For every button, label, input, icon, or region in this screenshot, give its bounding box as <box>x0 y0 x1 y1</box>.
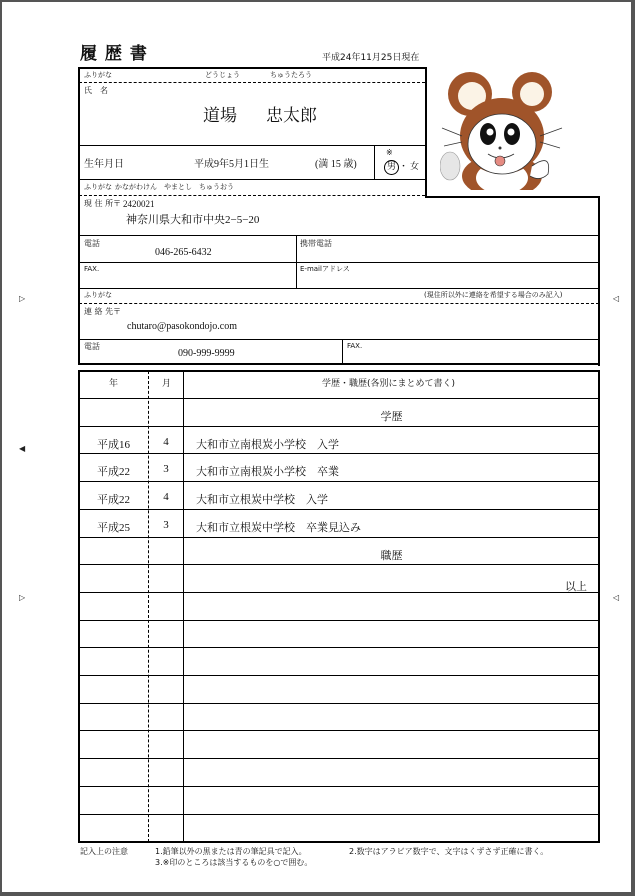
history-description-cell[interactable]: 大和市立南根炭小学校 卒業 <box>196 466 339 478</box>
note-item: 3.※印のところは該当するものを○で囲む。 <box>155 858 313 867</box>
contact-phone-value[interactable]: 090-999-9999 <box>178 348 235 359</box>
name-furigana-family: どうじょう <box>205 71 240 79</box>
history-row-divider <box>79 426 599 427</box>
history-description-cell[interactable]: 大和市立根炭中学校 入学 <box>196 494 328 506</box>
personal-border-right <box>425 67 427 197</box>
history-row-divider <box>79 453 599 454</box>
contact-fax-label: FAX. <box>347 342 363 350</box>
history-row-divider <box>79 509 599 510</box>
history-year-cell[interactable]: 平成25 <box>97 522 130 534</box>
family-name: 道場 <box>203 106 237 125</box>
age: (満 15 歳) <box>315 159 357 170</box>
history-row-divider <box>79 398 599 399</box>
name-label: 氏 名 <box>84 86 108 95</box>
page-frame-left <box>0 0 2 896</box>
history-month-cell[interactable]: 4 <box>163 491 169 503</box>
history-row-divider <box>79 537 599 538</box>
notes-label: 記入上の注意 <box>80 847 128 856</box>
contact-phone-label: 電話 <box>84 342 100 351</box>
history-row-divider <box>79 786 599 787</box>
history-description-cell[interactable]: 大和市立南根炭小学校 入学 <box>196 439 339 451</box>
history-year-cell[interactable]: 平成22 <box>97 466 130 478</box>
personal-border-top <box>78 67 427 69</box>
history-year-cell[interactable]: 平成16 <box>97 439 130 451</box>
gender-selector[interactable] <box>384 159 419 175</box>
history-month-cell[interactable]: 3 <box>163 463 169 475</box>
contact-postal-mark: 〒 <box>113 307 121 316</box>
page-frame-top <box>0 0 635 2</box>
history-border-bottom <box>78 841 600 843</box>
history-row-divider <box>79 481 599 482</box>
phone-fax-divider <box>79 262 599 263</box>
phone-label: 電話 <box>84 239 100 248</box>
birth-label: 生年月日 <box>84 159 124 170</box>
fax-contact-divider <box>79 288 599 289</box>
address-furigana-divider <box>79 195 425 196</box>
header-year: 年 <box>109 379 119 389</box>
history-row-divider <box>79 758 599 759</box>
document-title: 履 歴 書 <box>80 44 148 64</box>
form-border-left <box>78 67 80 365</box>
gender-male-selected[interactable]: 男 <box>384 160 399 175</box>
gender-divider <box>374 146 375 179</box>
address-postal-code[interactable]: 2420021 <box>123 199 155 209</box>
contact-note: (現住所以外に連絡を希望する場合のみ記入) <box>424 291 563 299</box>
history-border-right <box>598 370 600 843</box>
history-border-top <box>78 370 600 372</box>
gender-note-mark: ※ <box>386 148 393 157</box>
gender-female-option[interactable]: 女 <box>410 162 420 172</box>
history-row-divider <box>79 675 599 676</box>
history-row-divider <box>79 814 599 815</box>
birth-date: 平成9年5月1日生 <box>194 159 269 170</box>
note-item: 1.鉛筆以外の黒または青の筆記具で記入。 <box>155 847 307 856</box>
header-description: 学歴・職歴(各別にまとめて書く) <box>322 379 456 389</box>
phone-value[interactable]: 046-265-6432 <box>155 247 212 258</box>
address-value[interactable]: 神奈川県大和市中央2−5−20 <box>126 214 260 226</box>
page-frame-bottom <box>0 892 635 896</box>
history-month-cell[interactable]: 3 <box>163 519 169 531</box>
contact-phone-divider <box>79 339 599 340</box>
address-border-bottom <box>78 363 600 365</box>
history-row-divider <box>79 620 599 621</box>
address-border-right <box>598 196 600 366</box>
margin-marker-icon: ◁ <box>613 593 620 602</box>
contact-value[interactable]: chutaro@pasokondojo.com <box>127 321 238 332</box>
photo-area <box>440 66 564 190</box>
page-frame-right <box>631 0 635 896</box>
history-row-divider <box>79 592 599 593</box>
history-row-divider <box>79 647 599 648</box>
margin-marker-icon: ▷ <box>19 294 26 303</box>
given-name: 忠太郎 <box>266 106 317 125</box>
history-row-divider <box>79 703 599 704</box>
history-row-divider <box>79 564 599 565</box>
margin-marker-icon: ◀ <box>19 444 26 453</box>
history-end-marker: 以上 <box>565 580 587 593</box>
address-phone-divider <box>79 235 599 236</box>
name-furigana-given: ちゅうたろう <box>270 71 312 79</box>
contact-label: 連 絡 先 <box>84 307 114 316</box>
contact-phone-fax-divider <box>342 340 343 364</box>
mobile-label: 携帯電話 <box>300 239 332 248</box>
month-desc-divider <box>183 371 184 842</box>
birth-address-divider <box>79 179 425 180</box>
note-item: 2.数字はアラビア数字で、文字はくずさず正確に書く。 <box>349 847 549 856</box>
fax-label: FAX. <box>84 265 100 273</box>
margin-marker-icon: ◁ <box>613 294 620 303</box>
address-furigana-label: ふりがな <box>84 183 112 191</box>
address-postal-mark: 〒 <box>113 199 121 208</box>
contact-furigana-label: ふりがな <box>84 291 112 299</box>
document-date: 平成24年11月25日現在 <box>322 53 420 63</box>
furigana-divider <box>79 82 425 83</box>
history-month-cell[interactable]: 4 <box>163 436 169 448</box>
address-furigana-value: かながわけん やまとし ちゅうおう <box>115 183 234 191</box>
mouse-character-icon <box>440 66 564 190</box>
history-year-cell[interactable]: 平成22 <box>97 494 130 506</box>
header-month: 月 <box>162 379 172 389</box>
history-row-divider <box>79 730 599 731</box>
history-description-cell[interactable]: 大和市立根炭中学校 卒業見込み <box>196 522 361 534</box>
furigana-label: ふりがな <box>84 71 112 79</box>
email-label: E-mailアドレス <box>300 265 350 273</box>
history-section-heading: 学歴 <box>380 410 403 423</box>
contact-furigana-divider <box>79 303 599 304</box>
history-section-heading: 職歴 <box>380 549 403 562</box>
gender-separator: ・ <box>399 162 409 172</box>
address-label: 現 住 所 <box>84 199 114 208</box>
address-border-top-right <box>425 196 600 198</box>
margin-marker-icon: ▷ <box>19 593 26 602</box>
